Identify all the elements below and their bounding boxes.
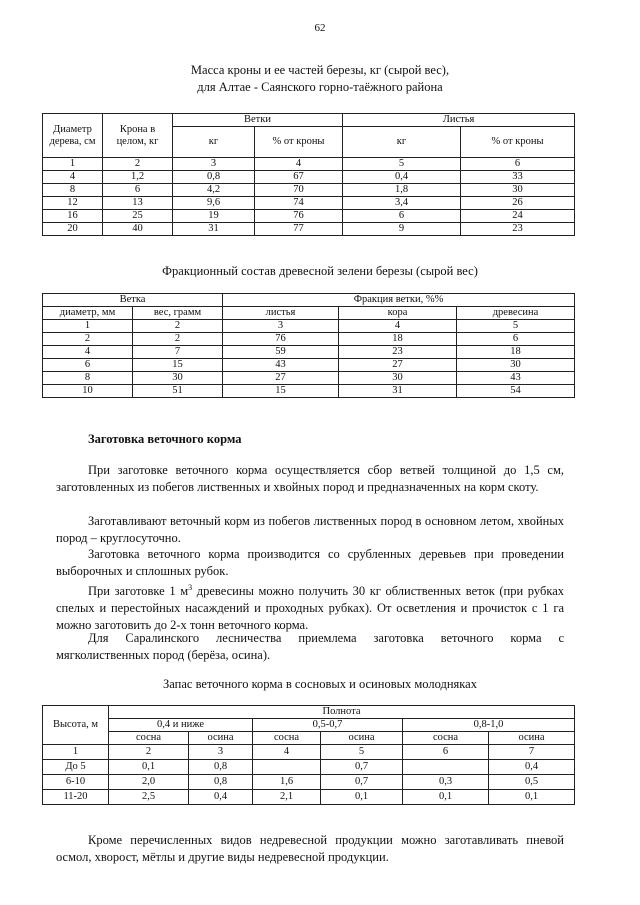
section-heading: Заготовка веточного корма: [88, 432, 242, 446]
table-row: [43, 385, 575, 398]
table2-header-weight: вес, грамм: [133, 307, 223, 320]
table-cell: 0,7: [321, 760, 403, 775]
table-cell: 2,1: [253, 790, 321, 805]
table-cell: 6: [43, 359, 133, 372]
table-cell: 5: [457, 320, 575, 333]
table1-crown-mass: [42, 113, 575, 236]
table-row: [43, 320, 575, 333]
table-cell: 4: [43, 346, 133, 359]
table-row: [43, 745, 575, 760]
paragraph-2: Заготавливают веточный корм из побегов лиственных пород в основном летом, хвойных пород – круглосуточно.: [56, 514, 564, 545]
table-cell: 0,7: [321, 775, 403, 790]
table-cell: 2: [133, 333, 223, 346]
table3-header-pine-3: сосна: [403, 732, 489, 745]
table2-header-wood: древесина: [457, 307, 575, 320]
paragraph-1: При заготовке веточного корма осуществляется сбор ветвей толщиной до 1,5 см, заготовленных из побегов лиственных и хвойных пород и предназначенных на корм скоту.: [56, 463, 564, 494]
table-cell: 4: [255, 158, 343, 171]
table-cell: 6: [457, 333, 575, 346]
table3-header-aspen-1: осина: [189, 732, 253, 745]
table-cell: 26: [461, 197, 575, 210]
table1-header-branches-pct: % от кроны: [255, 127, 343, 158]
table-cell: [403, 760, 489, 775]
table-cell: 4: [253, 745, 321, 760]
table-cell: 12: [43, 197, 103, 210]
table-cell: 33: [461, 171, 575, 184]
table-cell: 0,8: [189, 775, 253, 790]
table-cell: 3,4: [343, 197, 461, 210]
table2-header-bark: кора: [339, 307, 457, 320]
table-cell: 0,4: [489, 760, 575, 775]
table-row: [43, 359, 575, 372]
table-cell: 5: [321, 745, 403, 760]
table-cell: 6: [403, 745, 489, 760]
table-cell: 2: [43, 333, 133, 346]
table-cell: 74: [255, 197, 343, 210]
table-cell: 27: [339, 359, 457, 372]
table-cell: До 5: [43, 760, 109, 775]
table-cell: 6: [103, 184, 173, 197]
table-cell: 19: [173, 210, 255, 223]
table1-header-leaves: Листья: [343, 114, 575, 127]
table-cell: 0,5: [489, 775, 575, 790]
paragraph-4: [56, 579, 564, 634]
table-cell: 0,1: [109, 760, 189, 775]
table3-header-group-1: 0,4 и ниже: [109, 719, 253, 732]
table-cell: 31: [173, 223, 255, 236]
table2-caption: Фракционный состав древесной зелени березы (сырой вес): [162, 264, 478, 278]
table-cell: 51: [133, 385, 223, 398]
table-cell: 0,3: [403, 775, 489, 790]
table-cell: 4: [43, 171, 103, 184]
table-cell: 76: [255, 210, 343, 223]
table-cell: 18: [339, 333, 457, 346]
closing-paragraph: Кроме перечисленных видов недревесной продукции можно заготавливать пневой осмол, хворост, мётлы и другие виды недревесной продукции.: [56, 833, 564, 864]
table-cell: 9,6: [173, 197, 255, 210]
table-cell: 2: [133, 320, 223, 333]
table-cell: 23: [339, 346, 457, 359]
table3-branch-feed-stock: [42, 705, 575, 805]
table-cell: 40: [103, 223, 173, 236]
table-cell: 67: [255, 171, 343, 184]
table-row: [43, 775, 575, 790]
table-cell: 7: [133, 346, 223, 359]
table3-header-aspen-2: осина: [321, 732, 403, 745]
paragraph-4-superscript: 3: [188, 583, 193, 592]
paragraph-4-rest: древесины можно получить 30 кг облиственных веток (при рубках спелых и перестойных насаждений и проходных рубках). От осветления и прочисток с 1 га можно заготовить до 2-х тонн веточного корма.: [56, 584, 564, 633]
table-cell: 1,8: [343, 184, 461, 197]
table-cell: 54: [457, 385, 575, 398]
table-cell: 10: [43, 385, 133, 398]
table2-header-diameter: диаметр, мм: [43, 307, 133, 320]
page-number: 62: [314, 22, 326, 34]
table-cell: 30: [457, 359, 575, 372]
table-cell: 1: [43, 745, 109, 760]
table-cell: 2: [109, 745, 189, 760]
table1-caption-line1: Масса кроны и ее частей березы, кг (сырой вес),: [190, 63, 450, 77]
table-cell: 6: [343, 210, 461, 223]
table1-header-branches: Ветки: [173, 114, 343, 127]
table-cell: 15: [133, 359, 223, 372]
table-cell: 4: [339, 320, 457, 333]
table-cell: 1,6: [253, 775, 321, 790]
table-cell: 18: [457, 346, 575, 359]
table-cell: 30: [133, 372, 223, 385]
table-cell: 15: [223, 385, 339, 398]
table3-header-pine-1: сосна: [109, 732, 189, 745]
table-cell: [253, 760, 321, 775]
table-cell: 7: [489, 745, 575, 760]
table2-fraction-composition: [42, 293, 575, 398]
table-row: [43, 158, 575, 171]
table1-header-diameter: Диаметр дерева, см: [43, 114, 103, 158]
table-row: [43, 184, 575, 197]
table-cell: 0,4: [343, 171, 461, 184]
table-cell: 30: [339, 372, 457, 385]
table-cell: 9: [343, 223, 461, 236]
table-cell: 1: [43, 158, 103, 171]
table-row: [43, 171, 575, 184]
table-cell: 31: [339, 385, 457, 398]
paragraph-5: Для Саралинского лесничества приемлема заготовка веточного корма с мягколиственных пород (берёза, осина).: [56, 631, 564, 662]
table3-header-group-3: 0,8-1,0: [403, 719, 575, 732]
table2-header-branch: Ветка: [43, 294, 223, 307]
table-cell: 2: [103, 158, 173, 171]
table-row: [43, 346, 575, 359]
table1-header-leaves-kg: кг: [343, 127, 461, 158]
paragraph-4-start: При заготовке 1 м: [88, 584, 189, 599]
table-cell: 43: [223, 359, 339, 372]
table-cell: 13: [103, 197, 173, 210]
table-cell: 0,1: [403, 790, 489, 805]
table-row: [43, 223, 575, 236]
table-cell: 59: [223, 346, 339, 359]
table-cell: 27: [223, 372, 339, 385]
table-cell: 3: [223, 320, 339, 333]
table-cell: 3: [173, 158, 255, 171]
table-cell: 24: [461, 210, 575, 223]
paragraph-3: Заготовка веточного корма производится со срубленных деревьев при проведении выборочных и сплошных рубок.: [56, 547, 564, 578]
table-row: [43, 333, 575, 346]
table-cell: 6: [461, 158, 575, 171]
table-cell: 76: [223, 333, 339, 346]
table-cell: 25: [103, 210, 173, 223]
table1-header-leaves-pct: % от кроны: [461, 127, 575, 158]
table-cell: 0,1: [489, 790, 575, 805]
table-cell: 16: [43, 210, 103, 223]
table-cell: 2,0: [109, 775, 189, 790]
table-cell: 6-10: [43, 775, 109, 790]
table-cell: 4,2: [173, 184, 255, 197]
table-row: [43, 372, 575, 385]
table-cell: 0,8: [189, 760, 253, 775]
table-cell: 77: [255, 223, 343, 236]
table-cell: 8: [43, 372, 133, 385]
table-cell: 1,2: [103, 171, 173, 184]
table3-caption: Запас веточного корма в сосновых и осиновых молодняках: [163, 677, 477, 691]
table3-header-aspen-3: осина: [489, 732, 575, 745]
table3-header-height: Высота, м: [43, 706, 109, 745]
table1-header-crown: Крона в целом, кг: [103, 114, 173, 158]
table-row: [43, 790, 575, 805]
table-row: [43, 210, 575, 223]
table2-header-leaves: листья: [223, 307, 339, 320]
table1-caption-line2: для Алтае - Саянского горно-таёжного района: [197, 80, 443, 94]
table-cell: 23: [461, 223, 575, 236]
table-cell: 8: [43, 184, 103, 197]
table-row: [43, 197, 575, 210]
table3-header-pine-2: сосна: [253, 732, 321, 745]
table-cell: 0,4: [189, 790, 253, 805]
table-row: [43, 760, 575, 775]
table-cell: 30: [461, 184, 575, 197]
table-cell: 43: [457, 372, 575, 385]
table-cell: 3: [189, 745, 253, 760]
table1-caption: [0, 62, 640, 96]
table-cell: 70: [255, 184, 343, 197]
table-cell: 2,5: [109, 790, 189, 805]
table-cell: 0,8: [173, 171, 255, 184]
table-cell: 5: [343, 158, 461, 171]
table3-header-density: Полнота: [109, 706, 575, 719]
table2-header-fraction: Фракция ветки, %%: [223, 294, 575, 307]
table3-header-group-2: 0,5-0,7: [253, 719, 403, 732]
table-cell: 0,1: [321, 790, 403, 805]
table-cell: 11-20: [43, 790, 109, 805]
table-cell: 1: [43, 320, 133, 333]
table-cell: 20: [43, 223, 103, 236]
table1-header-branches-kg: кг: [173, 127, 255, 158]
